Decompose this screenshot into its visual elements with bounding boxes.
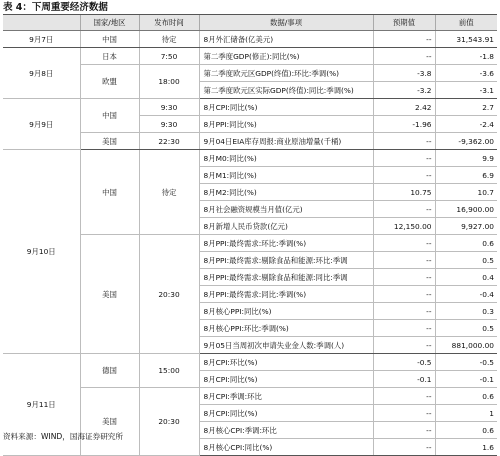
- item-cell: 9月05日当周初次申请失业金人数:季调(人): [199, 337, 373, 354]
- previous-cell: 9.9: [435, 150, 497, 167]
- item-cell: 8月CPI:季调:环比: [199, 388, 373, 405]
- item-cell: 8月PPI:最终需求:剔除食品和能源:同比:季调: [199, 269, 373, 286]
- economic-data-table: [3, 14, 497, 456]
- time-cell: 18:00: [139, 65, 199, 99]
- expected-cell: --: [373, 388, 435, 405]
- source-note: 资料来源：WIND，国海证券研究所: [3, 432, 123, 441]
- item-cell: 8月核心PPI:环比:季调(%): [199, 320, 373, 337]
- time-cell: 待定: [139, 31, 199, 48]
- header-date: [3, 15, 80, 31]
- expected-cell: --: [373, 439, 435, 456]
- expected-cell: -0.5: [373, 354, 435, 371]
- expected-cell: 12,150.00: [373, 218, 435, 235]
- region-cell: 美国: [80, 235, 139, 354]
- expected-cell: --: [373, 133, 435, 150]
- expected-cell: --: [373, 48, 435, 65]
- previous-cell: 6.9: [435, 167, 497, 184]
- expected-cell: -0.1: [373, 371, 435, 388]
- item-cell: 8月CPI:同比(%): [199, 99, 373, 116]
- previous-cell: 9,927.00: [435, 218, 497, 235]
- item-cell: 8月M2:同比(%): [199, 184, 373, 201]
- previous-cell: 881,000.00: [435, 337, 497, 354]
- item-cell: 第二季度GDP(修正):同比(%): [199, 48, 373, 65]
- previous-cell: -3.1: [435, 82, 497, 99]
- expected-cell: --: [373, 422, 435, 439]
- time-cell: 7:50: [139, 48, 199, 65]
- region-cell: 中国: [80, 99, 139, 133]
- expected-cell: -1.96: [373, 116, 435, 133]
- region-cell: 欧盟: [80, 65, 139, 99]
- item-cell: 8月外汇储备(亿美元): [199, 31, 373, 48]
- item-cell: 8月M0:同比(%): [199, 150, 373, 167]
- previous-cell: -0.5: [435, 354, 497, 371]
- item-cell: 8月PPI:最终需求:剔除食品和能源:环比:季调: [199, 252, 373, 269]
- item-cell: 8月CPI:环比(%): [199, 354, 373, 371]
- header-region: 国家/地区: [80, 15, 139, 31]
- previous-cell: -2.4: [435, 116, 497, 133]
- item-cell: 8月核心PPI:同比(%): [199, 303, 373, 320]
- expected-cell: --: [373, 303, 435, 320]
- previous-cell: 0.5: [435, 320, 497, 337]
- item-cell: 8月M1:同比(%): [199, 167, 373, 184]
- table-row: [3, 99, 497, 116]
- item-cell: 8月PPI:同比(%): [199, 116, 373, 133]
- item-cell: 第二季度欧元区实际GDP(终值):同比:季调(%): [199, 82, 373, 99]
- previous-cell: 0.6: [435, 235, 497, 252]
- time-cell: 20:30: [139, 235, 199, 354]
- table-row: [3, 150, 497, 167]
- expected-cell: --: [373, 150, 435, 167]
- date-cell: 9月10日: [3, 150, 80, 354]
- item-cell: 第二季度欧元区GDP(终值):环比:季调(%): [199, 65, 373, 82]
- time-cell: 9:30: [139, 116, 199, 133]
- item-cell: 8月PPI:最终需求:环比:季调(%): [199, 235, 373, 252]
- previous-cell: 31,543.91: [435, 31, 497, 48]
- expected-cell: --: [373, 167, 435, 184]
- item-cell: 8月新增人民币贷款(亿元): [199, 218, 373, 235]
- previous-cell: 2.7: [435, 99, 497, 116]
- region-cell: 中国: [80, 150, 139, 235]
- region-cell: 日本: [80, 48, 139, 65]
- previous-cell: 0.5: [435, 252, 497, 269]
- region-cell: 德国: [80, 354, 139, 388]
- previous-cell: 0.3: [435, 303, 497, 320]
- previous-cell: -3.6: [435, 65, 497, 82]
- expected-cell: 2.42: [373, 99, 435, 116]
- expected-cell: -3.8: [373, 65, 435, 82]
- table-header-row: [3, 15, 497, 31]
- date-cell: 9月11日: [3, 354, 80, 456]
- time-cell: 22:30: [139, 133, 199, 150]
- previous-cell: -0.4: [435, 286, 497, 303]
- item-cell: 8月CPI:同比(%): [199, 405, 373, 422]
- previous-cell: -0.1: [435, 371, 497, 388]
- table-body: [3, 31, 497, 456]
- expected-cell: --: [373, 269, 435, 286]
- expected-cell: --: [373, 286, 435, 303]
- time-cell: 待定: [139, 150, 199, 235]
- time-cell: 9:30: [139, 99, 199, 116]
- header-expected: 预期值: [373, 15, 435, 31]
- table-row: [3, 31, 497, 48]
- table-title: 表 4：下周重要经济数据: [3, 2, 108, 13]
- previous-cell: -9,362.00: [435, 133, 497, 150]
- header-previous: 前值: [435, 15, 497, 31]
- date-cell: 9月7日: [3, 31, 80, 48]
- item-cell: 8月PPI:最终需求:同比:季调(%): [199, 286, 373, 303]
- time-cell: 15:00: [139, 354, 199, 388]
- region-cell: 美国: [80, 388, 139, 456]
- expected-cell: --: [373, 337, 435, 354]
- item-cell: 8月CPI:同比(%): [199, 371, 373, 388]
- date-cell: 9月9日: [3, 99, 80, 150]
- previous-cell: 10.7: [435, 184, 497, 201]
- expected-cell: --: [373, 405, 435, 422]
- expected-cell: -3.2: [373, 82, 435, 99]
- previous-cell: 0.6: [435, 388, 497, 405]
- previous-cell: 1: [435, 405, 497, 422]
- item-cell: 8月核心CPI:同比(%): [199, 439, 373, 456]
- expected-cell: --: [373, 252, 435, 269]
- date-cell: 9月8日: [3, 48, 80, 99]
- table-row: [3, 354, 497, 371]
- expected-cell: --: [373, 201, 435, 218]
- previous-cell: 0.4: [435, 269, 497, 286]
- previous-cell: 0.6: [435, 422, 497, 439]
- item-cell: 8月核心CPI:季调:环比: [199, 422, 373, 439]
- previous-cell: 1.6: [435, 439, 497, 456]
- previous-cell: -1.8: [435, 48, 497, 65]
- expected-cell: --: [373, 235, 435, 252]
- header-item: 数据/事项: [199, 15, 373, 31]
- expected-cell: --: [373, 31, 435, 48]
- expected-cell: --: [373, 320, 435, 337]
- region-cell: 中国: [80, 31, 139, 48]
- table-row: [3, 48, 497, 65]
- item-cell: 8月社会融资规模当月值(亿元): [199, 201, 373, 218]
- expected-cell: 10.75: [373, 184, 435, 201]
- region-cell: 美国: [80, 133, 139, 150]
- previous-cell: 16,900.00: [435, 201, 497, 218]
- item-cell: 9月04日EIA库存周报:商业原油增量(千桶): [199, 133, 373, 150]
- header-release-time: 发布时间: [139, 15, 199, 31]
- time-cell: 20:30: [139, 388, 199, 456]
